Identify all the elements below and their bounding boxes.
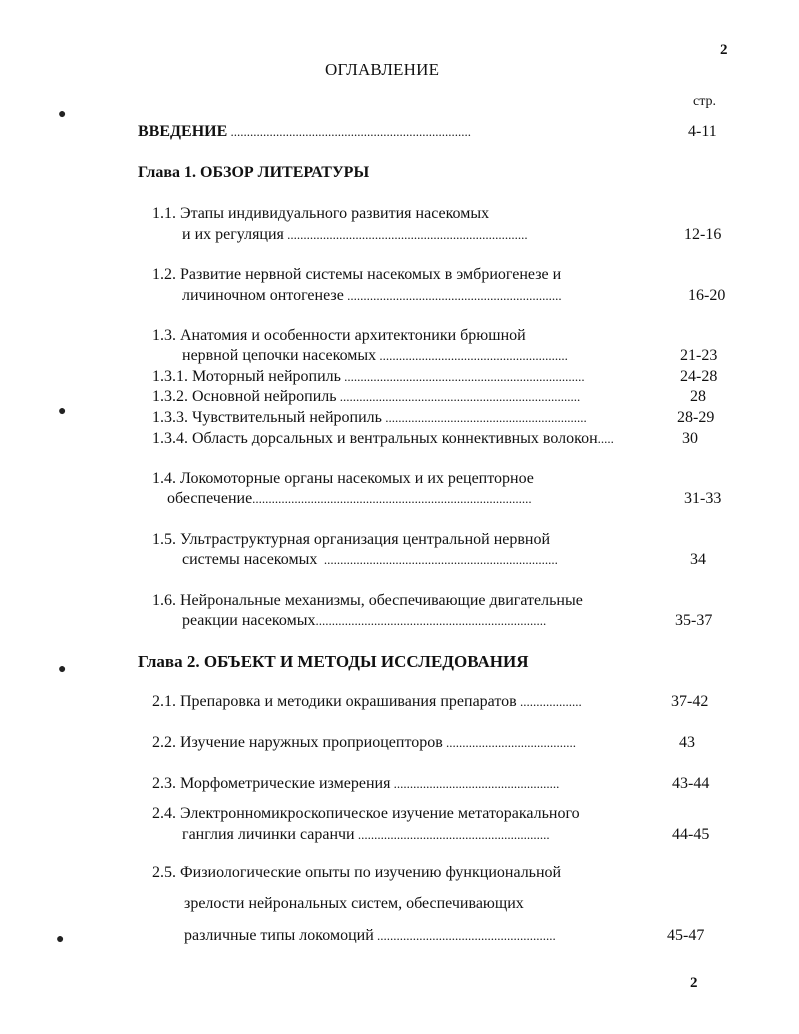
page-number-top: 2 [720, 42, 728, 58]
scan-speck: ● [58, 662, 67, 677]
page-column-label: стр. [693, 94, 717, 109]
toc-entry-line[interactable]: 1.1. Этапы индивидуального развития насекомых [152, 205, 490, 222]
toc-page: 35-37 [675, 612, 713, 629]
toc-entry-line[interactable] [182, 825, 550, 845]
toc-page: 28 [690, 388, 706, 405]
toc-entry-line[interactable] [152, 429, 614, 449]
toc-leader: .......................................................................... [336, 389, 581, 404]
toc-leader: ........................................................................ [317, 552, 558, 567]
toc-entry-line[interactable] [152, 774, 559, 794]
toc-entry-line[interactable] [152, 733, 576, 753]
toc-leader: .......................................................................... [227, 124, 472, 139]
toc-page: 28-29 [677, 409, 715, 426]
toc-label: системы насекомых [182, 551, 318, 568]
toc-entry-line[interactable] [152, 387, 580, 407]
toc-leader: .............................................................. [381, 410, 587, 425]
toc-entry-line[interactable] [182, 611, 546, 631]
toc-label: 1.3.4. Область дорсальных и вентральных коннективных волокон [152, 430, 598, 447]
toc-entry-line[interactable]: 2.5. Физиологические опыты по изучению функциональной [152, 864, 562, 881]
page-title: ОГЛАВЛЕНИЕ [325, 60, 440, 79]
toc-entry-line[interactable] [152, 408, 587, 428]
toc-label: 1.3.1. Моторный нейропиль [152, 368, 341, 385]
toc-entry-line[interactable]: 1.5. Ультраструктурная организация центральной нервной [152, 531, 551, 548]
toc-page: 44-45 [672, 826, 710, 843]
toc-page: 45-47 [667, 927, 705, 944]
toc-page: 24-28 [680, 368, 718, 385]
toc-leader: ...................................................................................... [252, 491, 532, 506]
toc-page: 43 [679, 734, 695, 751]
toc-leader: .......................................................... [376, 348, 568, 363]
toc-leader: .......................................................................... [340, 369, 585, 384]
toc-entry-line[interactable]: 1.4. Локомоторные органы насекомых и их рецепторное [152, 470, 534, 487]
toc-entry-line[interactable] [167, 489, 532, 509]
toc-label: 1.3.2. Основной нейропиль [152, 388, 337, 405]
toc-entry-line[interactable]: 2.4. Электронномикроскопическое изучение метаторакального [152, 805, 580, 822]
scan-speck: ● [58, 404, 67, 419]
toc-entry-line[interactable] [152, 367, 585, 387]
toc-label: обеспечение [167, 490, 253, 507]
toc-entry-line[interactable] [182, 550, 558, 570]
toc-label: 2.1. Препаровка и методики окрашивания препаратов [152, 693, 517, 710]
toc-label: 2.2. Изучение наружных проприоцепторов [152, 734, 443, 751]
toc-entry-line[interactable] [182, 286, 562, 306]
toc-page: 12-16 [684, 226, 722, 243]
toc-label: личиночном онтогенезе [182, 287, 344, 304]
toc-page: 16-20 [688, 287, 726, 304]
toc-leader: .................................................................. [343, 288, 562, 303]
toc-leader: ........................................ [442, 735, 577, 750]
toc-page: 4-11 [688, 123, 717, 140]
toc-page: 37-42 [671, 693, 709, 710]
chapter-heading-2[interactable]: Глава 2. ОБЪЕКТ И МЕТОДЫ ИССЛЕДОВАНИЯ [138, 652, 529, 671]
toc-label: 1.3.3. Чувствительный нейропиль [152, 409, 382, 426]
toc-entry-intro[interactable] [138, 122, 471, 142]
toc-entry-line[interactable]: 1.6. Нейрональные механизмы, обеспечивающие двигательные [152, 592, 583, 609]
toc-label: и их регуляция [182, 226, 284, 243]
toc-entry-line[interactable]: 1.3. Анатомия и особенности архитектоники брюшной [152, 327, 526, 344]
toc-leader: .......................................................................... [283, 227, 528, 242]
toc-label: нервной цепочки насекомых [182, 347, 377, 364]
scan-speck: ● [56, 932, 65, 947]
toc-leader: ................... [516, 694, 582, 709]
toc-page: 30 [682, 430, 698, 447]
toc-label: различные типы локомоций [184, 927, 374, 944]
toc-entry-line[interactable] [184, 926, 556, 946]
toc-entry-line[interactable] [182, 346, 568, 366]
toc-entry-line[interactable]: зрелости нейрональных систем, обеспечивающих [184, 895, 524, 912]
page-number-bottom: 2 [690, 975, 698, 991]
toc-page: 31-33 [684, 490, 722, 507]
toc-page: 21-23 [680, 347, 718, 364]
toc-label: ганглия личинки саранчи [182, 826, 355, 843]
toc-label: 2.3. Морфометрические измерения [152, 775, 391, 792]
toc-leader: ........................................................... [354, 827, 550, 842]
toc-leader: ....................................................................... [315, 613, 547, 628]
toc-page: 34 [690, 551, 706, 568]
chapter-heading-1[interactable]: Глава 1. ОБЗОР ЛИТЕРАТУРЫ [138, 164, 370, 181]
toc-label: реакции насекомых [182, 612, 316, 629]
toc-leader: ....................................................... [373, 928, 556, 943]
toc-entry-line[interactable] [182, 225, 528, 245]
toc-page: 43-44 [672, 775, 710, 792]
toc-leader: ................................................... [390, 776, 560, 791]
toc-entry-line[interactable] [152, 692, 582, 712]
toc-label: ВВЕДЕНИЕ [138, 123, 228, 140]
toc-leader: ..... [597, 431, 614, 446]
toc-entry-line[interactable]: 1.2. Развитие нервной системы насекомых в эмбриогенезе и [152, 266, 562, 283]
scan-speck: ● [58, 107, 67, 122]
